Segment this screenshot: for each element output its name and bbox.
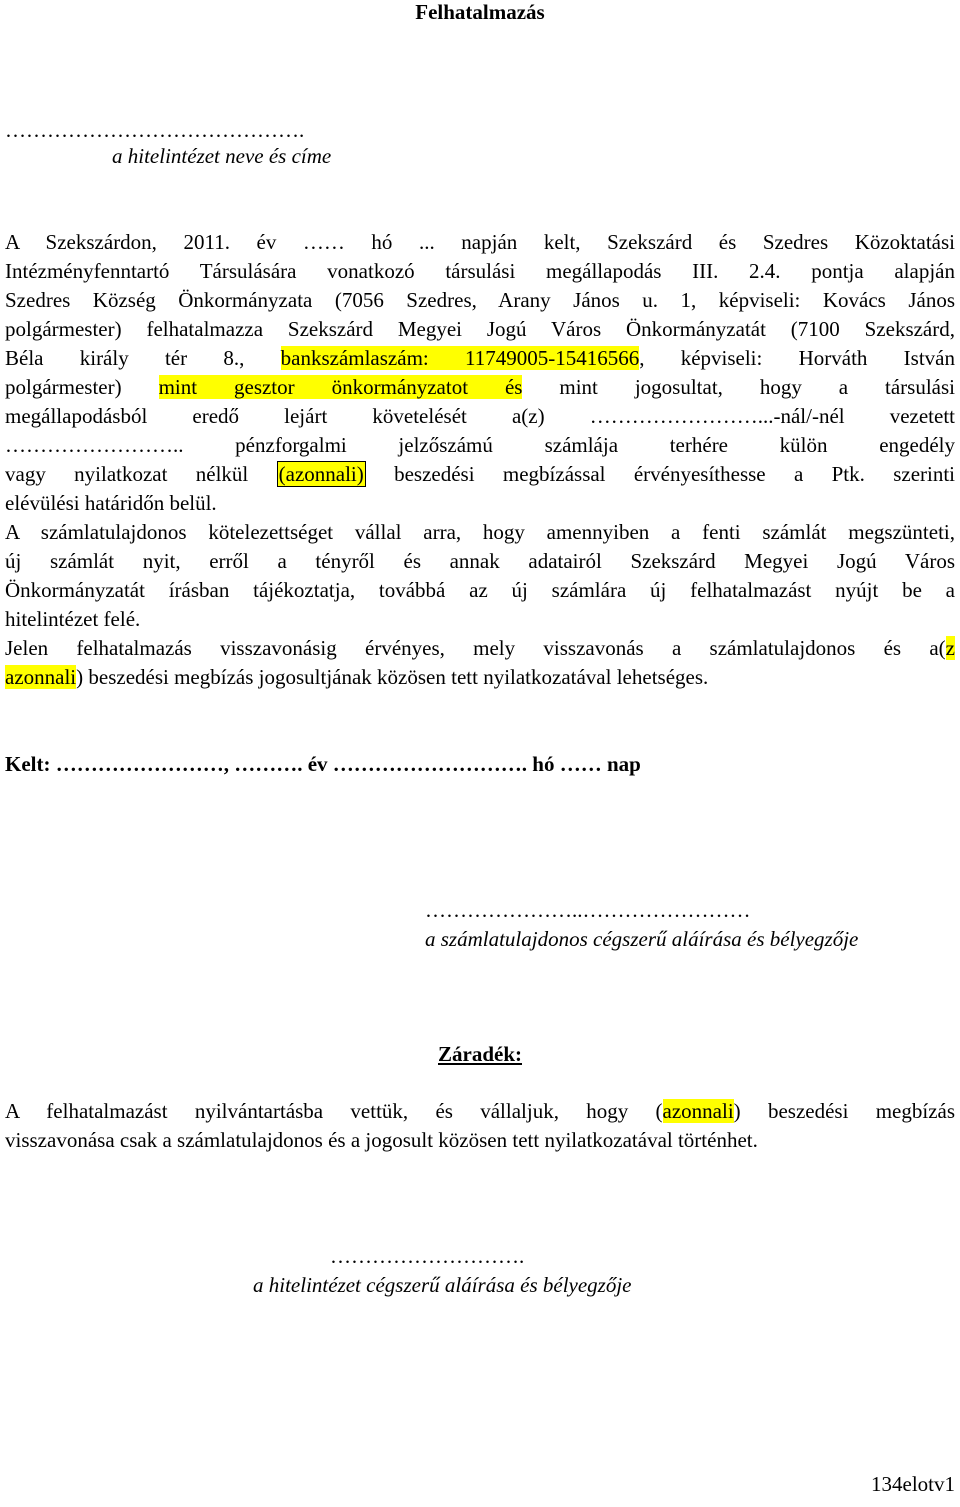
second-line-4: hitelintézet felé. xyxy=(5,607,141,631)
zaradek-line-2: visszavonása csak a számlatulajdonos és a jogosult közösen tett nyilatkozatával történhet. xyxy=(5,1128,758,1152)
bank-name-caption: a hitelintézet neve és címe xyxy=(112,144,332,168)
statement-text: vagy nyilatkozat nélkül xyxy=(5,462,249,486)
main-line-9 xyxy=(5,460,955,489)
main-line-5 xyxy=(5,344,955,373)
main-line-7: megállapodásból eredő lejárt követelését a(z) ……………………...-nál/-nél vezetett xyxy=(5,404,955,428)
page-title: Felhatalmazás xyxy=(415,0,545,24)
z-highlight: z xyxy=(945,636,955,660)
bank-name-dots: ……………………………………. xyxy=(5,118,305,142)
zaradek-line-1 xyxy=(5,1097,955,1126)
mayor-text: polgármester) xyxy=(5,375,122,399)
azonnali-boxed: (azonnali) xyxy=(278,462,364,486)
second-line-1: A számlatulajdonos kötelezettséget vállal arra, hogy amennyiben a fenti számlát megszünteti, xyxy=(5,520,955,544)
zaradek-title: Záradék: xyxy=(438,1042,522,1066)
second-line-3: Önkormányzatát írásban tájékoztatja, továbbá az új számlára új felhatalmazást nyújt be a xyxy=(5,578,955,602)
bank-account-number: bankszámlaszám: 11749005-15416566 xyxy=(280,346,640,370)
gesztor-highlight: mint gesztor önkormányzatot és xyxy=(158,375,523,399)
zaradek-text-a: A felhatalmazást nyilvántartásba vettük, és vállaljuk, hogy ( xyxy=(5,1099,663,1123)
revocation-text: ) beszedési megbízás jogosultjának közösen tett nyilatkozatával lehetséges. xyxy=(76,665,709,689)
main-line-2: Intézményfenntartó Társulására vonatkozó társulási megállapodás III. 2.4. pontja alapján xyxy=(5,259,955,283)
validity-text: Jelen felhatalmazás visszavonásig érvényes, mely visszavonás a számlatulajdonos és a( xyxy=(5,636,946,660)
main-line-1: A Szekszárdon, 2011. év …… hó ... napján kelt, Szekszárd és Szedres Közoktatási xyxy=(5,230,955,254)
main-line-4: polgármester) felhatalmazza Szekszárd Megyei Jogú Város Önkormányzatát (7100 Szekszárd, xyxy=(5,317,955,341)
representative-text: , képviseli: Horváth István xyxy=(639,346,955,370)
third-line-1 xyxy=(5,634,955,663)
second-line-2: új számlát nyit, erről a tényről és annak adatairól Szekszárd Megyei Jogú Város xyxy=(5,549,955,573)
entitled-text: mint jogosultat, hogy a társulási xyxy=(559,375,956,399)
collection-text: beszedési megbízással érvényesíthesse a Ptk. szerinti xyxy=(394,462,956,486)
kelt-date-line: Kelt: ……………………, ………. év ………………………. hó …… nap xyxy=(5,752,641,776)
holder-signature-dots: …………………..…………………… xyxy=(425,898,751,922)
zaradek-azonnali-highlight: azonnali xyxy=(662,1099,734,1123)
address-text: Béla király tér 8., xyxy=(5,346,245,370)
azonnali-highlight: azonnali xyxy=(5,665,77,689)
zaradek-text-b: ) beszedési megbízás xyxy=(733,1099,956,1123)
bank-signature-dots: ………………………. xyxy=(330,1244,525,1268)
main-line-10: elévülési határidőn belül. xyxy=(5,491,217,515)
third-line-2 xyxy=(5,663,955,692)
main-line-6 xyxy=(5,373,955,402)
bank-signature-caption: a hitelintézet cégszerű aláírása és bélyegzője xyxy=(253,1273,632,1297)
main-line-3: Szedres Község Önkormányzata (7056 Szedres, Arany János u. 1, képviseli: Kovács János xyxy=(5,288,955,312)
holder-signature-caption: a számlatulajdonos cégszerű aláírása és bélyegzője xyxy=(425,927,859,951)
main-line-8: …………………….. pénzforgalmi jelzőszámú számlája terhére külön engedély xyxy=(5,433,955,457)
footer-code: 134elotv1 xyxy=(871,1472,955,1496)
